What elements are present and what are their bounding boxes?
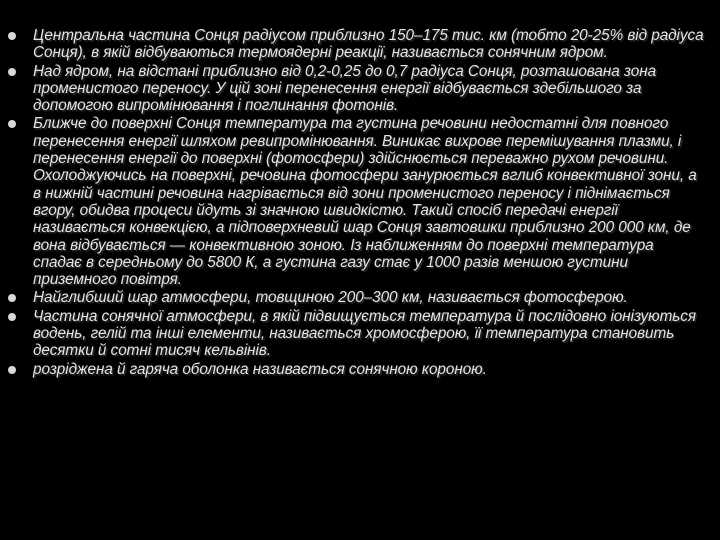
bullet-item-convective-zone <box>0 115 720 288</box>
bullet-text: Найглибший шар атмосфери, товщиною 200–300 км, називається фотосферою. <box>33 289 628 307</box>
bullet-icon <box>8 120 16 128</box>
bullet-icon <box>8 32 16 40</box>
bullet-text: Частина сонячної атмосфери, в якій підвищується температура й послідовно іонізуються водень, гелій та інші елементи, називається хромосферою, її температура становить десятки й сотні тисяч кельвінів. <box>33 307 696 360</box>
bullet-icon <box>8 294 16 302</box>
bullet-item-solar-core <box>0 27 720 62</box>
bullet-item-photosphere <box>0 289 720 306</box>
bullet-text: розріджена й гаряча оболонка називається сонячною короною. <box>33 360 487 378</box>
bullet-item-chromosphere <box>0 308 720 360</box>
bullet-item-corona <box>0 361 720 378</box>
bullet-icon <box>8 366 16 374</box>
bullet-icon <box>8 313 16 321</box>
bullet-list <box>0 27 720 379</box>
bullet-text: Центральна частина Сонця радіусом приблизно 150–175 тис. км (тобто 20-25% від радіуса Сонця), в якій відбуваються термоядерні реакції, називається сонячним ядром. <box>33 27 704 62</box>
bullet-icon <box>8 68 16 76</box>
bullet-text: Ближче до поверхні Сонця температура та густина речовини недостатні для повного перенесення енергії шляхом ревипромінювання. Виникає вихрове перемішування плазми, і перенесення енергії до поверхні (фотосфери) здійснюється переважно рухом речовини. Охолоджуючись на поверхні, речовина фотосфери занурюється вглиб конвективної зони, а в нижній частині речовина нагрівається від зони променистого переносу і піднімається вгору, обидва процеси йдуть зі значною швидкістю. Такий спосіб передачі енергії називається конвекцією, а підповерхневий шар Сонця завтовшки приблизно 200 000 км, де вона відбувається — конвективною зоною. Із наближенням до поверхні температура спадає в середньому до 5800 К, а густина газу стає у 1000 разів меншою густини приземного повітря. <box>33 115 697 289</box>
bullet-item-radiative-zone <box>0 63 720 115</box>
bullet-text: Над ядром, на відстані приблизно від 0,2-0,25 до 0,7 радіуса Сонця, розташована зона променистого переносу. У цій зоні перенесення енергії відбувається здебільшого за допомогою випромінювання і поглинання фотонів. <box>33 62 657 115</box>
